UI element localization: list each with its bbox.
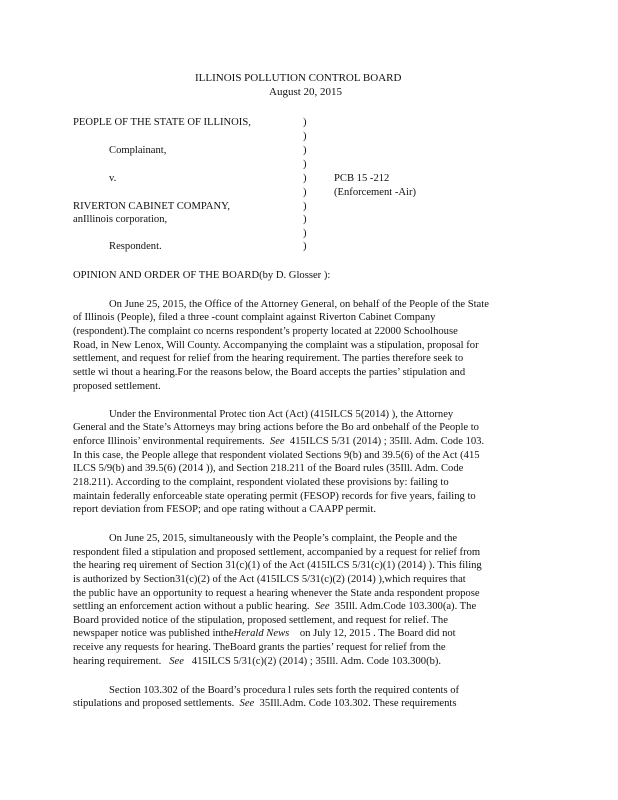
paragraph-2-line: 218.211). According to the complaint, respondent violated these provisions by: failing to xyxy=(73,477,449,488)
caption-defendant-type: anIllinois corporation, xyxy=(73,214,168,225)
paragraph-2-line: In this case, the People allege that respondent violated Sections 9(b) and 39.5(6) of the Act (415 xyxy=(73,450,480,461)
caption-bracket: ) xyxy=(303,214,307,225)
caption-bracket: ) xyxy=(303,173,307,184)
paragraph-2-line: Under the Environmental Protec tion Act (Act) (415ILCS 5(2014) ), the Attorney xyxy=(109,409,454,420)
paragraph-3-line xyxy=(73,600,476,613)
see-signal: See xyxy=(269,436,285,447)
order-date: August 20, 2015 xyxy=(269,86,343,98)
paragraph-3-text: settling an enforcement action without a public hearing. xyxy=(73,601,310,612)
paragraph-2-line: maintain federally enforceable state operating permit (FESOP) records for five years, failing to xyxy=(73,491,476,502)
case-type: (Enforcement -Air) xyxy=(334,187,417,198)
caption-complainant-label: Complainant, xyxy=(109,145,167,156)
paragraph-3-text: hearing requirement. xyxy=(73,656,162,667)
caption-bracket: ) xyxy=(303,201,307,212)
paragraph-1-line: Road, in New Lenox, Will County. Accompanying the complaint was a stipulation, proposal for xyxy=(73,340,479,351)
caption-bracket: ) xyxy=(303,241,307,252)
paragraph-3-citation: 35Ill. Adm.Code 103.300(a). The xyxy=(334,601,477,612)
paragraph-3-line: is authorized by Section31(c)(2) of the Act (415ILCS 5/31(c)(2) (2014) ),which requires that xyxy=(73,574,466,585)
case-number: PCB 15 -212 xyxy=(334,173,390,184)
paragraph-2-line: report deviation from FESOP; and ope rating without a CAAPP permit. xyxy=(73,504,376,515)
agency-title: ILLINOIS POLLUTION CONTROL BOARD xyxy=(195,72,402,84)
paragraph-3-line: Board provided notice of the stipulation, proposed settlement, and request for relief. The xyxy=(73,615,448,626)
caption-bracket: ) xyxy=(303,131,307,142)
caption-defendant: RIVERTON CABINET COMPANY, xyxy=(73,201,231,212)
paragraph-1-line: of Illinois (People), filed a three -count complaint against Riverton Cabinet Company xyxy=(73,312,436,323)
paragraph-4-citation: 35Ill.Adm. Code 103.302. These requirements xyxy=(259,698,457,709)
paragraph-3-line: the public have an opportunity to request a hearing whenever the State anda respondent propose xyxy=(73,588,480,599)
caption-bracket: ) xyxy=(303,228,307,239)
opinion-heading: OPINION AND ORDER OF THE BOARD(by D. Glosser ): xyxy=(73,270,331,281)
caption-respondent-label: Respondent. xyxy=(109,241,162,252)
paragraph-3-line xyxy=(73,627,456,640)
caption-bracket: ) xyxy=(303,159,307,170)
see-signal: See xyxy=(314,601,330,612)
caption-bracket: ) xyxy=(303,187,307,198)
paragraph-3-text: newspaper notice was published inthe xyxy=(73,628,234,639)
paragraph-2-line: General and the State’s Attorneys may bring actions before the Bo ard onbehalf of the People to xyxy=(73,422,479,433)
paragraph-3-line: respondent filed a stipulation and proposed settlement, accompanied by a request for relief from xyxy=(73,547,481,558)
paragraph-1-line: On June 25, 2015, the Office of the Attorney General, on behalf of the People of the State xyxy=(109,299,489,310)
paragraph-3-citation: 415ILCS 5/31(c)(2) (2014) ; 35Ill. Adm. Code 103.300(b). xyxy=(191,656,442,667)
caption-bracket: ) xyxy=(303,145,307,156)
paragraph-3-line: the hearing req uirement of Section 31(c)(1) of the Act (415ILCS 5/31(c)(1) (2014) ). This filing xyxy=(73,560,482,571)
paragraph-3-text: on July 12, 2015 . The Board did not xyxy=(299,628,456,639)
paragraph-2-text: enforce Illinois’ environmental requirements. xyxy=(73,436,265,447)
caption-versus: v. xyxy=(109,173,117,184)
paragraph-3-line xyxy=(73,655,441,668)
paragraph-2-line xyxy=(73,435,484,448)
paragraph-1-line: settlement, and request for relief from the hearing requirement. The parties therefore seek to xyxy=(73,353,464,364)
paragraph-2-line: ILCS 5/9(b) and 39.5(6) (2014 )), and Section 218.211 of the Board rules (35Ill. Adm. Code xyxy=(73,463,464,474)
newspaper-name: Herald News xyxy=(233,628,290,639)
caption-plaintiff: PEOPLE OF THE STATE OF ILLINOIS, xyxy=(73,117,251,128)
paragraph-4-text: stipulations and proposed settlements. xyxy=(73,698,235,709)
caption-bracket: ) xyxy=(303,117,307,128)
paragraph-1-line: settle wi thout a hearing.For the reasons below, the Board accepts the parties’ stipulation and xyxy=(73,367,466,378)
paragraph-2-citation: 415ILCS 5/31 (2014) ; 35Ill. Adm. Code 103. xyxy=(289,436,485,447)
paragraph-1-line: proposed settlement. xyxy=(73,381,161,392)
paragraph-1-line: (respondent).The complaint co ncerns respondent’s property located at 22000 Schoolhouse xyxy=(73,326,458,337)
paragraph-3-line: receive any requests for hearing. TheBoard grants the parties’ request for relief from the xyxy=(73,642,446,653)
see-signal: See xyxy=(169,656,184,667)
paragraph-4-line xyxy=(73,697,456,710)
see-signal: See xyxy=(239,698,255,709)
paragraph-4-line: Section 103.302 of the Board’s procedura l rules sets forth the required contents of xyxy=(109,685,460,696)
paragraph-3-line: On June 25, 2015, simultaneously with the People’s complaint, the People and the xyxy=(109,533,458,544)
